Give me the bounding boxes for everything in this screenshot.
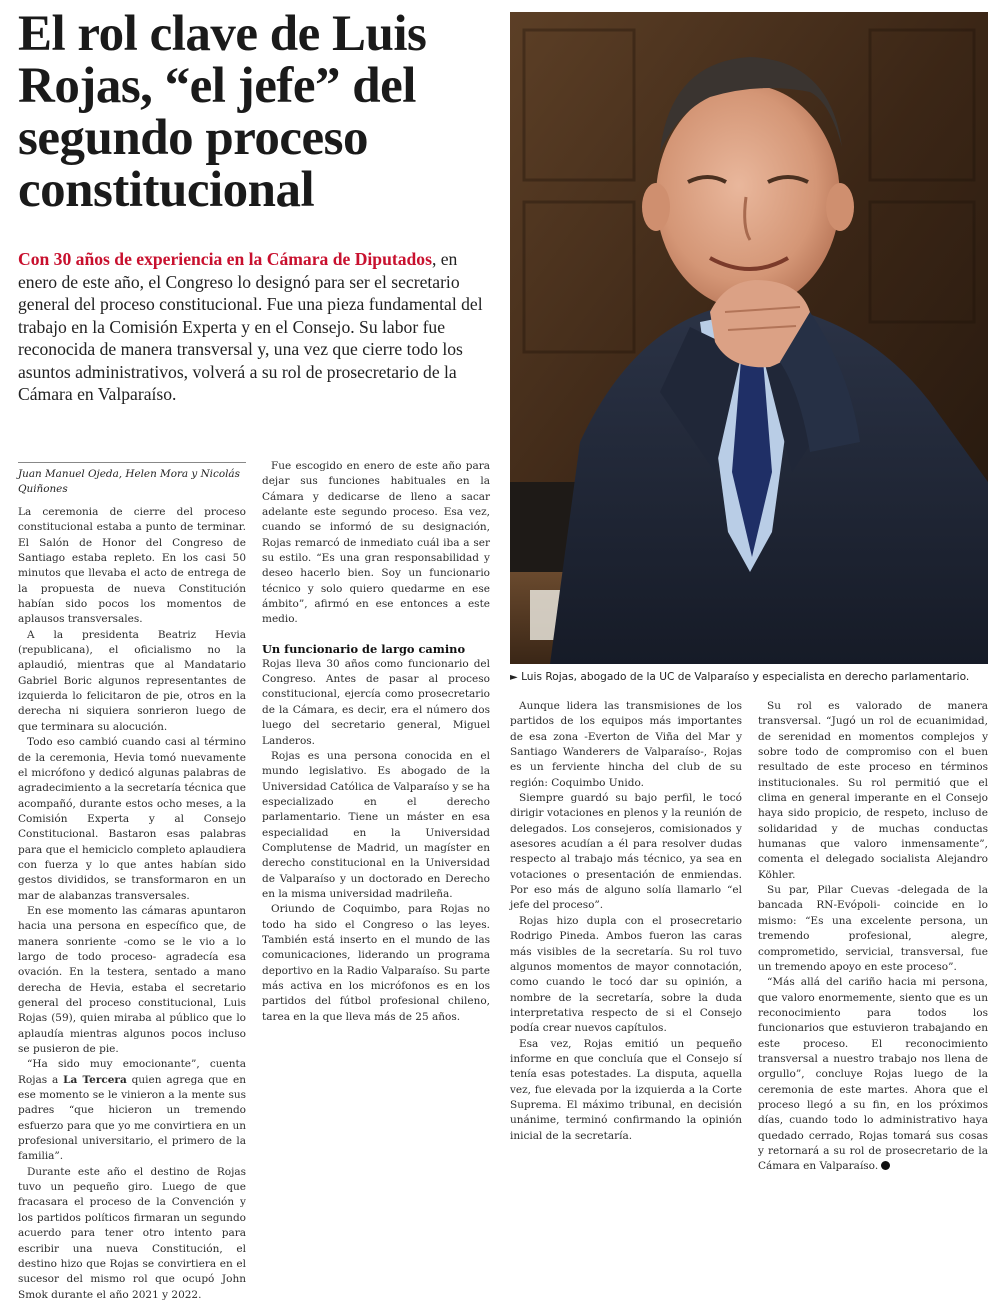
newspaper-name: La Tercera <box>63 1073 127 1086</box>
body-paragraph <box>758 975 988 1174</box>
body-paragraph: Durante este año el destino de Rojas tuvo un pequeño giro. Luego de que fracasara el proceso de la Convención y los partidos políticos firmaran un segundo acuerdo para tener otro intento para escribir una nueva Constitución, el destino hizo que Rojas se convirtiera en el sucesor del mismo rol que ocupó John Smok durante el año 2021 y 2022. <box>18 1165 246 1301</box>
body-paragraph: Todo eso cambió cuando casi al término de la ceremonia, Hevia tomó nuevamente el micrófono y dedicó algunas palabras de agradecimiento a la secretaría técnica que acompañó, durante estos ocho meses, a la Comisión Experta y al Consejo Constitucional. Bastaron esas palabras para que el hemiciclo completo aplaudiera con fuerza y lo que antes habían sido gestos divididos, se transformaron en un mar de alabanzas transversales. <box>18 736 246 902</box>
lead-text: , en enero de este año, el Congreso lo designó para ser el secretario general del proceso constitucional. Fue una pieza fundamental del trabajo en la Comisión Experta y en el Consejo. Su labor fue reconocida de manera transversal y, una vez que cierre todo los asuntos administrativos, volverá a su rol de prosecretario de la Cámara en Valparaíso. <box>18 249 483 404</box>
portrait-photo <box>510 12 988 664</box>
body-paragraph <box>18 1057 246 1164</box>
column-1 <box>18 462 246 1303</box>
caption-arrow-icon: ► <box>510 672 518 683</box>
headline: El rol clave de Luis Rojas, “el jefe” del segundo proceso constitucional <box>18 6 427 218</box>
caption-text: Luis Rojas, abogado de la UC de Valparaíso y especialista en derecho parlamentario. <box>521 671 970 683</box>
body-paragraph: Aunque lidera las transmisiones de los partidos de los equipos más importantes de esa zona -Everton de Viña del Mar y Santiago Wanderers de Valparaíso-, Rojas es un ferviente hincha del club de su región: Coquimbo Unido. <box>510 700 742 789</box>
body-paragraph: Siempre guardó su bajo perfil, le tocó dirigir votaciones en plenos y la reunión de delegados. Los consejeros, comisionados y asesores acudían a él para resolver dudas respecto al trabajo más técnico, ya sea en votaciones o presentación de enmiendas. Por eso más de alguno solía llamarlo “el jefe del proceso”. <box>510 792 742 912</box>
column-2 <box>262 459 490 1025</box>
body-paragraph: Fue escogido en enero de este año para dejar sus funciones habituales en la Cámara y dedicarse de lleno a sacar adelante este segundo proceso. Esa vez, cuando se informó de su designación, Rojas remarcó de inmediato cuál iba a ser su estilo. “Es una gran responsabilidad y deseo hacerlo bien. Soy un funcionario técnico y solo quiero quedarme en ese ámbito”, afirmó en ese entonces a este medio. <box>262 460 490 626</box>
body-paragraph: La ceremonia de cierre del proceso constitucional estaba a punto de terminar. El Salón de Honor del Congreso de Santiago estaba repleto. En los casi 50 minutos que llevaba el acto de entrega de la propuesta de nueva Constitución habían sido pocos los momentos de aplausos transversales. <box>18 506 246 626</box>
byline: Juan Manuel Ojeda, Helen Mora y Nicolás Quiñones <box>18 462 246 497</box>
body-paragraph: Oriundo de Coquimbo, para Rojas no todo ha sido el Congreso o las leyes. También está inserto en el mundo de las comunicaciones, liderando un programa deportivo en la Radio Valparaíso. Su parte más activa en los micrófonos es en los partidos del fútbol profesional chileno, tarea en la que lleva más de 25 años. <box>262 903 490 1023</box>
lead-paragraph <box>18 248 496 406</box>
body-text: “Ha sido muy emocionante”, cuenta Rojas a <box>18 1058 246 1086</box>
body-paragraph: Rojas es una persona conocida en el mundo legislativo. Es abogado de la Universidad Católica de Valparaíso y se ha especializado en el derecho parlamentario. Tiene un máster en esa especialidad en la Universidad Complutense de Madrid, un magíster en derecho constitucional en la Universidad de Valparaíso y un doctorado en Derecho en la misma universidad madrileña. <box>262 749 490 900</box>
photo-caption <box>510 670 990 685</box>
column-4 <box>758 699 988 1175</box>
body-paragraph: Su par, Pilar Cuevas -delegada de la bancada RN-Evópoli- coincide en lo mismo: “Es una excelente persona, un tremendo profesional, alegre, comprometido, servicial, transversal, fue un tremendo apoyo en este proceso”. <box>758 884 988 973</box>
body-paragraph: En ese momento las cámaras apuntaron hacia una persona en específico que, de manera sonriente -como se le vio a lo largo de todo proceso- agradecía esa ovación. En la testera, sentado a mano derecha de Hevia, estaba el secretario general del proceso constitucional, Luis Rojas (59), quien miraba al público que lo aplaudía mientras algunos pocos incluso se pusieron de pie. <box>18 904 246 1056</box>
body-paragraph: Esa vez, Rojas emitió un pequeño informe en que concluía que el Consejo sí tenía esas potestades. La disputa, aquella vez, fue elevada por la izquierda a la Corte Suprema. El máximo tribunal, en decisión unánime, terminó confirmando la opinión inicial de la secretaría. <box>510 1037 742 1142</box>
body-paragraph: Rojas lleva 30 años como funcionario del Congreso. Antes de pasar al proceso constitucional, ejercía como prosecretario de la Cámara, es decir, era el número dos luego del secretario general, Miguel Landeros. <box>262 657 490 747</box>
portrait-illustration <box>510 12 988 664</box>
lead-highlight: Con 30 años de experiencia en la Cámara de Diputados <box>18 249 432 269</box>
body-paragraph: Su rol es valorado de manera transversal. “Jugó un rol de ecuanimidad, de serenidad en momentos complejos y sobre todo de compromiso con el buen resultado de este proceso en términos institucionales. Su rol permitió que el clima en general imperante en el Consejo haya sido propicio, de respeto, incluso de solidaridad y de muchas conductas humanas que valoro inmensamente”, comenta el delegado socialista Alejandro Köhler. <box>758 700 988 881</box>
body-paragraph: Rojas hizo dupla con el prosecretario Rodrigo Pineda. Ambos fueron las caras más visibles de la secretaría. Su rol tuvo algunos momentos de mayor connotación, como cuando le tocó dar su opinión, a nombre de la secretaría, sobre la duda interpretativa respecto de si el Consejo podía crear nuevos capítulos. <box>510 914 742 1035</box>
column-3 <box>510 699 742 1144</box>
body-paragraph: A la presidenta Beatriz Hevia (republicana), el oficialismo no la aplaudió, mientras que al Mandatario Gabriel Boric algunos representantes de izquierda lo felicitaron de pie, otros en la derecha ni siquiera sonrieron luego de que terminara su alocución. <box>18 628 246 733</box>
subheading: Un funcionario de largo camino <box>262 641 466 656</box>
body-text: quien agrega que en ese momento se le vinieron a la mente sus padres “que hicieron un tremendo esfuerzo para que yo me convirtiera en un profesional universitario, el primero de la familia”. <box>18 1073 246 1163</box>
body-text: “Más allá del cariño hacia mi persona, que valoro enormemente, siento que es un reconocimiento para todos los funcionarios que estuvieron trabajando en este proceso. El reconocimiento transversal a nuestro trabajo nos llena de orgullo”, concluye Rojas luego de la ceremonia de este martes. Ahora que el proceso llegó a su fin, en los próximos días, cuando todo lo administrativo haya quedado cerrado, Rojas tomará sus cosas y retornará a su rol de prosecretario de la Cámara en Valparaíso. <box>758 976 988 1173</box>
